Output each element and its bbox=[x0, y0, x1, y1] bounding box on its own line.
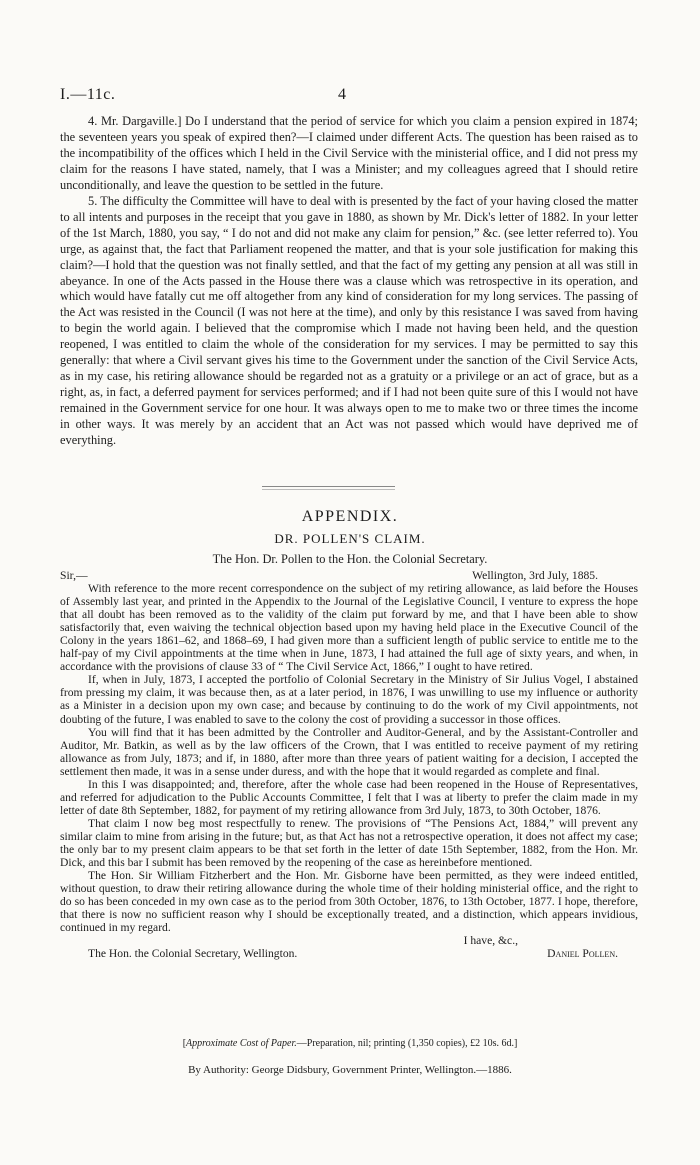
closing-row bbox=[60, 934, 638, 947]
letter-paragraph: That claim I now beg most respectfully to renew. The provisions of “The Pensions Act, 1884,” will prevent any similar claim to mine from arising in the future; but, as that Act has not a retrospective operation, it does not affect my case; the only bar to my present claim appears to be that set forth in the letter of date 15th September, 1882, from the Hon. Mr. Dick, and this bar I submit has been removed by the reopening of the case as hereinbefore mentioned. bbox=[60, 816, 638, 870]
paragraph-5: 5. The difficulty the Committee will have to deal with is presented by the fact of your having closed the matter to all intents and purposes in the receipt that you gave in 1880, as shown by Mr. Dick's letter of 1882. In your letter of the 1st March, 1880, you say, “ I do not and did not make any claim for pension,” &c. (see letter referred to). You urge, as against that, the fact that Parliament reopened the matter, and that is your sole justification for making this claim?—I hold that the question was not finally settled, and that the fact of my getting any pension at all was still in abeyance. In one of the Acts passed in the House there was a clause which was retrospective in its operation, and which would have fatally cut me off altogether from any kind of consideration for my long services. The passing of the Act was resisted in the Council (I was not here at the time), and only by this resistance I was saved from having to begin the world again. I believed that the compromise which I made not having been held, and the question reopened, I was entitled to claim the whole of the consideration for my services. I may be permitted to say this generally: that where a Civil servant gives his time to the Government under the sanction of the Civil Service Acts, as in my case, his retiring allowance should be regarded not as a gratuity or a privilege or an act of grace, but as a right, as, in fact, a deferred payment for services performed; and if I had not been quite sure of this I would not have remained in the Government service for one hour. It was always open to me to make two or three times the income in other ways. It was merely by an accident that an Act was not passed which would have deprived me of everything. bbox=[60, 193, 638, 448]
letter-signature: Daniel Pollen. bbox=[547, 947, 618, 961]
salutation-row bbox=[60, 569, 638, 582]
paragraph-4: 4. Mr. Dargaville.] Do I understand that the period of service for which you claim a pension expired in 1874; the seventeen years you speak of expired then?—I claimed under different Acts. The question has been raised as to the incompatibility of the offices which I held in the Civil Service with the ministerial office, and I did not press my claim for the reasons I have stated, namely, that I was a Minister; and my colleagues agreed that I should retire unconditionally, and leave the question to be settled in the future. bbox=[60, 114, 638, 192]
section-divider-secondary bbox=[262, 489, 395, 490]
cost-label: Approximate Cost of Paper. bbox=[186, 1038, 297, 1049]
claim-title: DR. POLLEN'S CLAIM. bbox=[274, 531, 426, 546]
page-number: 4 bbox=[338, 86, 346, 103]
letter-place-date: Wellington, 3rd July, 1885. bbox=[472, 569, 598, 582]
letter-paragraph: With reference to the more recent correspondence on the subject of my retiring allowance, as laid before the Houses of Assembly last year, and printed in the Appendix to the Journal of the Legislative Council, I venture to express the hope that all doubt has been removed as to the validity of the claim put forward by me, and that I have been able to show satisfactorily that, even waiving the technical objection based upon my having held place in the Executive Council of the Colony in the years 1861–62, and 1868–69, I had given more than a sufficient length of public service to entitle me to the half-pay of my Civil appointments at the time when in June, 1873, I had attained the full age of sixty years, and when, in accordance with the provisions of clause 33 of “ The Civil Service Act, 1866,” I ought to have retired. bbox=[60, 582, 638, 674]
cost-detail: —Preparation, nil; printing (1,350 copies), £2 10s. 6d. bbox=[296, 1038, 514, 1049]
appendix-title: APPENDIX. bbox=[301, 508, 399, 525]
signature-row bbox=[60, 947, 638, 960]
letter-closing: I have, &c., bbox=[463, 934, 518, 948]
printing-cost-note: [Approximate Cost of Paper.—Preparation, nil; printing (1,350 copies), £2 10s. 6d.] bbox=[182, 1038, 518, 1049]
salutation: Sir,— bbox=[60, 569, 88, 582]
document-reference: I.—11c. bbox=[60, 86, 116, 103]
letter-paragraph: The Hon. Sir William Fitzherbert and the Hon. Mr. Gisborne have been permitted, as they were indeed entitled, without question, to draw their retiring allowance during the whole time of their holding ministerial office, and the right to do so has been conceded in my own case as to the period from 30th October, 1876, to 13th October, 1877. I hope, therefore, that there is now no sufficient reason why I should be exceptionally treated, and a distinction, which appears invidious, continued in my regard. bbox=[60, 869, 638, 935]
printer-imprint: By Authority: George Didsbury, Government Printer, Wellington.—1886. bbox=[188, 1064, 512, 1076]
evidence-section bbox=[60, 114, 638, 449]
letter-paragraph: In this I was disappointed; and, therefore, after the whole case had been reopened in the House of Representatives, and referred for adjudication to the Public Accounts Committee, I felt that I was at liberty to prefer the claim made in my letter of date 8th September, 1882, for payment of my retiring allowance from 3rd July, 1873, to 30th October, 1876. bbox=[60, 777, 638, 817]
letter-paragraph: If, when in July, 1873, I accepted the portfolio of Colonial Secretary in the Ministry of Sir Julius Vogel, I abstained from pressing my claim, it was because then, as at a later period, in 1876, I was unwilling to use my influence or authority as a Minister in a decision upon my own case; and because by continuing to do the work of my Civil appointments, not doubting of the future, I was enabled to save to the colony the cost of providing a successor in those offices. bbox=[60, 673, 638, 726]
letter-paragraph: You will find that it has been admitted by the Controller and Auditor-General, and by the Assistant-Controller and Auditor, Mr. Batkin, as well as by the law officers of the Crown, that I was entitled to receive payment of my retiring allowance as from July, 1873; and if, in 1880, after more than three years of patient waiting for a decision, I accepted the settlement then made, it was in a sense under duress, and with the hope that it would regarded as complete and final. bbox=[60, 725, 638, 778]
section-divider bbox=[262, 486, 395, 487]
letter-addressee: The Hon. the Colonial Secretary, Wellington. bbox=[88, 947, 298, 961]
appendix-letter bbox=[60, 569, 638, 960]
letter-heading: The Hon. Dr. Pollen to the Hon. the Colonial Secretary. bbox=[212, 552, 488, 566]
